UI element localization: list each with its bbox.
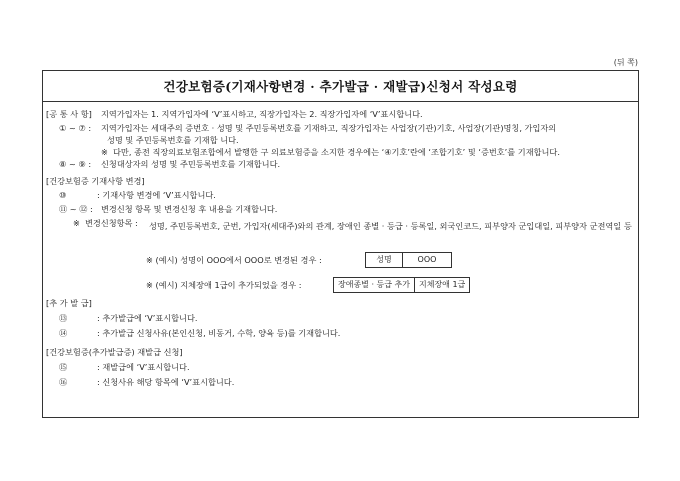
change-item1-text: : 기재사항 변경에 ‘V’표시합니다. [97,190,216,200]
extra-heading: [추 가 발 급] [46,298,92,308]
change-item2-marker: ⑪ ~ ⑫ : [59,204,93,214]
page-side-label: (뒤 쪽) [613,58,638,67]
reissue-item1-marker: ⑮ [59,362,68,372]
example1-text: ※ (예시) 성명이 OOO에서 OOO로 변경된 경우 : [146,255,322,265]
common-note-marker: ※ [101,147,108,157]
common-item1-marker: ① ~ ⑦ : [59,123,92,133]
example1-box-value: OOO [402,253,451,267]
change-item1-marker: ⑩ [59,190,67,200]
extra-item2-marker: ⑭ [59,328,68,338]
reissue-heading: [건강보험증(추가발급증) 재발급 신청] [46,347,183,357]
common-item2-marker: ⑧ ~ ⑨ : [59,159,92,169]
example2-box-label: 장애종별 · 등급 추가 [338,280,410,290]
example2-box-value: 지체장애 1급 [414,278,469,292]
instruction-content [43,102,638,419]
extra-item1-marker: ⑬ [59,313,68,323]
example1-box [365,252,452,268]
common-item1-text-a: 지역가입자는 세대주의 증번호 · 성명 및 주민등록번호를 기재하고, 직장가입자는 사업장(기관)기호, 사업장(기관)명칭, 가입자의 [101,123,557,133]
example2-box [333,277,470,293]
common-intro: 지역가입자는 1. 지역가입자에 ‘V’표시하고, 직장가입자는 2. 직장가입자에 ‘V’표시합니다. [101,109,423,119]
common-note-text: 다만, 종전 직장의료보험조합에서 발행한 구 의료보험증을 소지한 경우에는 ‘④기호’란에 ‘조합기호’ 및 ‘증번호’를 기재합니다. [113,147,560,157]
instruction-frame [42,70,639,418]
change-note-marker: ※ [73,218,80,228]
reissue-item2-text: : 신청사유 해당 항목에 ‘V’표시합니다. [97,377,235,387]
common-item1-text-b: 성명 및 주민등록번호를 기재합 니다. [107,135,239,145]
common-heading: [공 통 사 항] [46,109,92,119]
example2-text: ※ (예시) 지체장애 1급이 추가되었을 경우 : [146,280,302,290]
page-title: 건강보험증(기재사항변경 · 추가발급 · 재발급)신청서 작성요령 [163,79,518,94]
extra-item1-text: : 추가발급에 ‘V’표시합니다. [97,313,198,323]
extra-item2-text: : 추가발급 신청사유(본인신청, 비동거, 수학, 양육 등)를 기재합니다. [97,328,341,338]
reissue-item2-marker: ⑯ [59,377,68,387]
common-item2-text: 신청대상자의 성명 및 주민등록번호를 기재합니다. [101,159,281,169]
change-note-text: 성명, 주민등록번호, 군번, 가입자(세대주)와의 관계, 장애인 종별 · 등급 · 등록일, 외국인코드, 피부양자 군입대일, 피부양자 군전역일 등 [149,221,632,231]
change-note-label: 변경신청항목 : [85,218,138,228]
change-item2-text: 변경신청 항목 및 변경신청 후 내용을 기재합니다. [101,204,278,214]
title-bar [43,71,638,102]
reissue-item1-text: : 재발급에 ‘V’표시합니다. [97,362,190,372]
example1-box-label: 성명 [376,255,392,265]
change-heading: [건강보험증 기재사항 변경] [46,176,145,186]
